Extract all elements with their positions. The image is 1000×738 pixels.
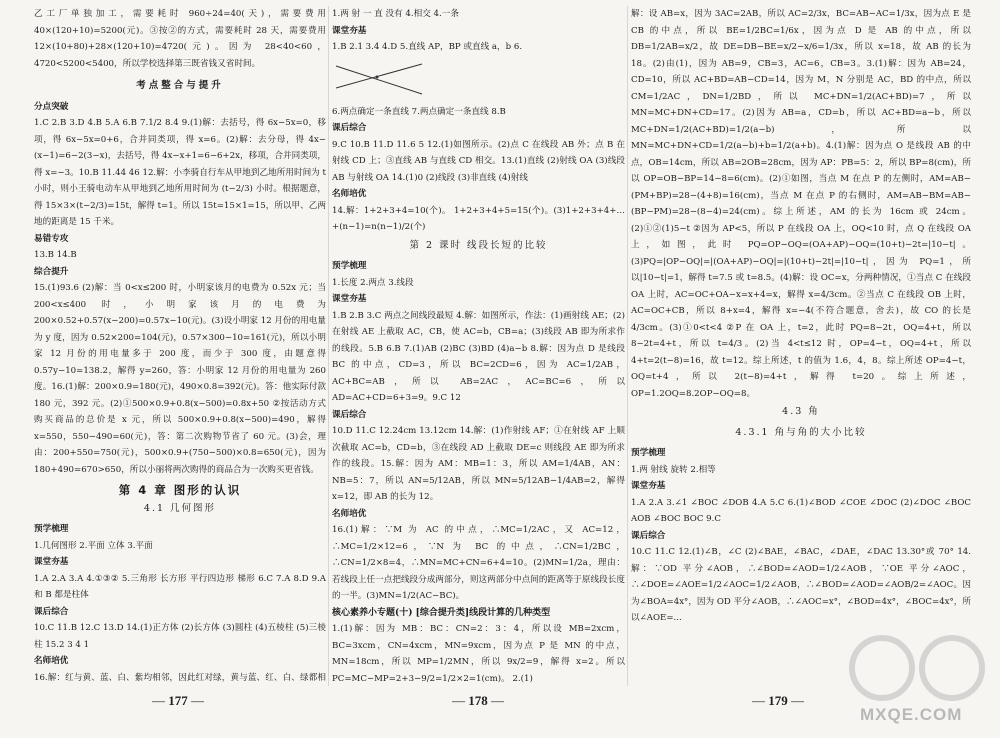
paragraph: 1.B 2.B 3.C 两点之间线段最短 4.解：如图所示，作法：(1)画射线 AE；(2)在射线 AE 上截取 AC，CB，使 AC=b，CB=a；(3)线段 AB 即为所求作的线段。5.B 6.B 7.(1)AB (2)BC (3)BD (4)a−b 8.解：因为点 D 是线段 BC 的中点，CD=3，所以 BC=2CD=6，因为 AC=1/2AB，AC+BC=AB，所以 AB=2AC，AC=BC=6，所以 AD=AC+CD=6+3=9。9.C 12 [332,310,625,403]
section-title: 4.3 角 [782,406,820,417]
column-page-178 [332,6,625,686]
column-divider [627,6,628,686]
paragraph: 10.C 11.B 12.C 13.D 14.(1)正方体 (2)长方体 (3)圆柱 (4)五棱柱 (5)三棱柱 15.2 3 4 1 [34,623,326,650]
subheading: 课后综合 [332,123,367,133]
subheading: 易错专攻 [34,233,69,244]
paragraph: 1.B 2.1 3.4 4.D 5.直线 AP，BP 或直线 a，b 6. [332,42,523,52]
paragraph: 1.两 射 一 直 没有 4.相交 4.一条 [332,9,459,19]
paragraph: 1.A 2.A 3.A 4.①③② 5.三角形 长方形 平行四边形 梯形 6.C 7.A 8.D 9.A 和 B 都是柱体 [34,573,326,600]
paragraph: 16.(1)解：∵M 为 AC 的中点，∴MC=1/2AC，又 AC=12，∴MC=1/2×12=6，∵N 为 BC 的中点，∴CN=1/2BC，∴CN=1/2×8=4，∴MN=MC+CN=6+4=10。(2)MN=1/2a，理由：若线段上任一点把线段分成两部分，则这两部分中点间的距离等于原线段长度的一半。(3)MN=1/2(AC−BC)。 [332,525,625,601]
subheading: 预学梳理 [34,524,69,534]
page-number: — 179 — [718,693,838,709]
paragraph: 解：设 AB=x，因为 3AC=2AB，所以 AC=2/3x，BC=AB−AC=1/3x，因为点 E 是 CB 的中点，所以 BE=1/2BC=1/6x，因为点 D 是 AB 的中点，所以 DB=1/2AB=x/2，故 DE=DB−BE=x/2−x/6=1/3x，所以 x=18，故 AB 的长为 18。(2)由(1)，因为 AB=9，CB=3，AC=6，CB=3。3.(1)解：因为 AB=24，CD=10，所以 AC+BD=AB−CD=14，因为 M，N 分别是 AC，BD 的中点，所以 CM=1/2AC，DN=1/2BD，所以 MC+DN=1/2(AC+BD)=7，所以 MN=MC+DN+CD=17。(2)因为 AB=a，CD=b，所以 AC+BD=a−b，所以 MC+DN=1/2(AC+BD)=1/2(a−b)，所以 MN=MC+DN+CD=1/2(a−b)+b=1/2(a+b)。4.(1)解：因为点 O 是线段 AB 的中点，OB=14cm，所以 AB=2OB=28cm，因为 AP：PB=5：2，所以 BP=8(cm)，所以 OP=OB−BP=14−8=6(cm)。(2)①如图，当点 M 在点 P 的左侧时，AM=AB−(PM+BP)=28−(4+8)=16(cm)，当点 M 在点 P 的右侧时，AM=AB−BM=AB−(BP−PM)=28−(8−4)=24(cm)。综上所述，AM 的长为 16cm 或 24cm。(2)①②(1)5−t ②因为 AP<5，所以 P 在线段 OA 上，OQ<10 时，点 Q 在线段 OA 上，如图，此时 PQ=OP−OQ=(OA+AP)−OQ=(10+t)−2t=|10−t|。(3)PQ=|OP−OQ|=|(OA+AP)−OQ|=|(10+t)−2t|=|10−t|，因为 PQ=1，所以|10−t|=1，解得 t=7.5 或 t=8.5。(4)解：设 OC=x，分两种情况，①当点 C 在线段 OA 上时，AC=OC+OA−x=x+4=x，解得 x=4/3cm。②当点 C 在线段 OB 上时，AC=OC+CB，所以 8+x=4，解得 x=−4(不符合题意，舍去)，故 CO 的长是 4/3cm。(3)①0<t<4 ②P 在 OA 上，t=2，此时 PQ=8−2t，OQ=4+t，所以 8−2t=4+t，所以 t=4/3。(2)当 4<t≤12 时，OP=4−t，OQ=4+t，所以 4+t=2(t−8)=16，故 t=12。综上所述，t 的值为 1.6，4，8。综上所述 OP=4−t，OQ=t+4，所以 2(t−8)=4+t，解得 t=20。综上所述，OP=1.2OQ=8.2OP−OQ=8。 [631,9,971,399]
subheading: 分点突破 [34,101,69,112]
section-heading: 考点整合与提升 [136,80,224,91]
subheading: 综合提升 [34,266,69,277]
lesson-title: 第 2 课时 线段长短的比较 [409,239,548,251]
page-number: — 178 — [418,693,538,709]
paragraph: 14.解：1+2+3+4=10(个)。 1+2+3+4+5=15(个)。(3)1+2+3+4+…+(n−1)=n(n−1)/2(个) [332,205,625,232]
subheading: 课堂夯基 [631,481,666,491]
watermark-text: MXQE.COM [860,705,963,724]
paragraph: 1.几何图形 2.平面 立体 3.平面 [34,540,153,551]
paragraph: 10.D 11.C 12.24cm 13.12cm 14.解：(1)作射线 AF；①在射线 AF 上顺次截取 AC=b，CD=b，③在线段 AD 上截取 DE=c 则线段 AE 即为所求作的线段。15.解：因为 AM：MB=1：3，所以 AM=1/4AB，AN：NB=5：7，所以 AN=5/12AB，所以 MN=5/12AB−1/4AB=2，解得 x=12，即 AB 的长为 12。 [332,426,625,502]
special-topic-title: 核心素养小专题(十) [综合提升类]线段计算的几种类型 [332,607,551,618]
subheading: 课后综合 [332,409,367,420]
paragraph: 9.C 10.B 11.D 11.6 5 12.(1)如图所示。(2)点 C 在线段 AB 外；点 B 在射线 CD 上；③直线 AB 与直线 CD 相交。13.(1)直线 (2)射线 OA (3)线段 AB 与射线 OA 14.(1)0 (2)线段 (3)非直线 (4)射线 [332,139,625,183]
column-page-177 [34,6,326,686]
paragraph: 1.(1)解：因为 MB：BC：CN=2：3：4，所以设 MB=2xcm，BC=3xcm，CN=4xcm，MN=9xcm，因为点 P 是 MN 的中点，MN=18cm，所以 MP=1/2MN，所以 9x/2=9，解得 x=2。所以 PC=MC−MP=2+3−9/2=1/2×2=1(cm)。 2.(1) [332,624,625,684]
paragraph: 1.长度 2.两点 3.线段 [332,277,414,288]
paragraph: 6.两点确定一条直线 7.两点确定一条直线 8.B [332,106,506,117]
chapter-title: 第 4 章 图形的认识 [118,483,242,497]
subheading: 预学梳理 [332,261,367,271]
column-page-179 [631,6,971,686]
subheading: 课后综合 [631,530,666,541]
paragraph: 1.A 2.A 3.∠1 ∠BOC ∠DOB 4.A 5.C 6.(1)∠BOD ∠COE ∠DOC (2)∠DOC ∠BOC AOB ∠BOC BOC 9.C [631,497,971,524]
column-divider [328,6,329,686]
section-title: 4.1 几何图形 [143,502,217,514]
page-number: — 177 — [118,693,238,709]
line-figure [332,58,427,102]
subheading: 课后综合 [34,606,69,617]
paragraph: 16.解：红与黄、蓝、白、紫均相邻，因此红对绿，黄与蓝、红、白、绿都相 [34,672,326,683]
subheading: 课堂夯基 [332,25,367,36]
paragraph: 乙工厂单独加工，需要耗时 960÷24=40(天)，需要费用 40×(120+10)=5200(元)。③按②的方式，需要耗时 28 天，需要费用 12×(10+80)+28×(120+10)=4720(元)。因为 28<40<60，4720<5200<5400，所以学校选择第三既省钱又省时间。 [34,9,326,69]
subheading: 课堂夯基 [34,557,69,567]
subheading: 名师培优 [332,189,367,199]
paragraph: 15.(1)93.6 (2)解：当 0<x≤200 时，小明家该月的电费为 0.52x 元；当 200<x≤400 时，小明家该月的电费为 200×0.52+0.57(x−200)=0.57x−10(元)。(3)设小明家 12 月份的用电量为 y 度，因为 0.52×200=104(元)，0.57×300−10=161(元)，所以小明家 12 月份的用电量多于 200 度，而少于 300 度，由题意得 0.57y−10=138.2，解得 y=260，答：小明家 12 月份的用电量为 260 度。16.(1)解：200×0.9=180(元)，490×0.8=392(元)。答：他实际付款 180 元，392 元。(2)①500×0.9+0.8(x−500)=0.8x+50 ②按活动方式购买商品的总价是 x 元，所以 500×0.9+0.8(x−500)=490，解得 x=550，550−490=60(元)，答：第二次购物节省了 60 元。(3)会，理由：200+550=750(元)，500×0.9+(750−500)×0.8=650(元)，因为 180+490=670>650，所以小丽将两次购得的商品合为一次购买更省钱。 [34,283,326,475]
subheading: 名师培优 [34,656,69,666]
subheading: 预学梳理 [631,448,666,458]
paragraph: 1.两 射线 旋转 2.相等 [631,464,716,475]
subsection-title: 4.3.1 角与角的大小比较 [735,426,867,438]
subheading: 课堂夯基 [332,294,367,304]
paragraph: 13.B 14.B [34,250,77,260]
paragraph: 10.C 11.C 12.(1)∠B，∠C (2)∠BAE，∠BAC，∠DAE，∠DAC 13.30°或 70° 14.解：∵OD 平分∠AOB，∴∠BOD=∠AOD=1/2∠AOB，∵OE 平分∠AOC，∴∠DOE=∠AOE=1/2∠AOC=1/2∠AOB，∴∠BOD=∠AOD=∠AOB/2=∠AOC。因为∠BOA=4x°，因为 OD 平分∠AOB，∴∠AOC=x°，∠BOD=4x°，∠BOC=4x°，所以∠AOE=... [631,547,971,623]
subheading: 名师培优 [332,508,367,519]
paragraph: 1.C 2.B 3.D 4.B 5.A 6.B 7.1/2 8.4 9.(1)解：去括号，得 6x−5x=0，移项，得 6x−5x=0+6，合并同类项，得 x=6。(2)解：去分母，得 4x−(x−1)=6−2(3−x)，去括号，得 4x−x+1=6−6+2x，移项，合并同类项，得 x=−3。10.B 11.44 46 12.解：小李骑自行车从甲地到乙地所用时间为 t 小时，则小王骑电动车从甲地到乙地所用时间为 (t−2/3) 小时。根据题意，得 15×3×(t−2/3)=15t，解得 t=1。所以 15t=15×1=15，所以甲、乙两地的距离是 15 千米。 [34,118,326,227]
